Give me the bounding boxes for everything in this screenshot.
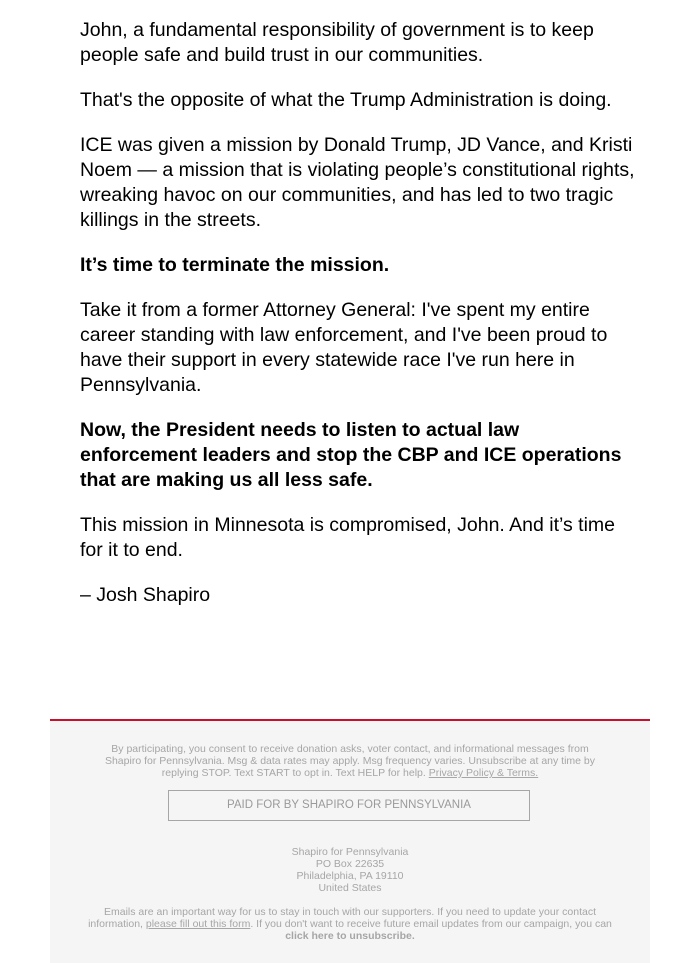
- paragraph-attorney-general: Take it from a former Attorney General: I've spent my entire career standing with law enforcement, and I've been proud to have their support in every statewide race I've run here in Pennsylvania.: [80, 299, 608, 396]
- email-body: [80, 18, 640, 628]
- emails-text-1: Emails are an important way for us to stay in touch with our supporters. If you need to update your contact information,: [88, 906, 596, 930]
- paragraph-president: Now, the President needs to listen to actual law enforcement leaders and stop the CBP and ICE operations that are making us all less safe.: [80, 419, 622, 491]
- consent-text: By participating, you consent to receive donation asks, voter contact, and informational messages from Shapiro for Pennsylvania. Msg & data rates may apply. Msg frequency varies. Unsubscribe at any time by replying STOP. Text START to opt in. Text HELP for help.: [104, 743, 596, 779]
- mailing-address: [50, 846, 650, 894]
- address-country: United States: [318, 882, 382, 894]
- paragraph-opposite: That's the opposite of what the Trump Administration is doing.: [80, 89, 612, 111]
- consent-disclaimer: [92, 743, 608, 779]
- address-city: Philadelphia, PA 19110: [296, 870, 404, 882]
- email-footer: [50, 719, 650, 963]
- paragraph-terminate: It’s time to terminate the mission.: [80, 254, 390, 276]
- paragraph-minnesota: This mission in Minnesota is compromised, John. And it’s time for it to end.: [80, 514, 616, 561]
- paid-for-disclaimer: PAID FOR BY SHAPIRO FOR PENNSYLVANIA: [168, 790, 530, 821]
- update-contact-form-link[interactable]: please fill out this form: [145, 918, 251, 930]
- emails-text-2: . If you don't want to receive future email updates from our campaign, you can: [250, 918, 612, 930]
- paragraph-ice-mission: ICE was given a mission by Donald Trump, JD Vance, and Kristi Noem — a mission that is violating people’s constitutional rights, wreaking havoc on our communities, and has led to two tragic killings in the streets.: [80, 134, 635, 231]
- address-po-box: PO Box 22635: [315, 858, 385, 870]
- address-name: Shapiro for Pennsylvania: [291, 846, 409, 858]
- unsubscribe-link[interactable]: click here to unsubscribe.: [285, 930, 415, 942]
- privacy-policy-link[interactable]: Privacy Policy & Terms.: [428, 767, 539, 779]
- emails-note: [86, 906, 614, 942]
- paragraph-intro: John, a fundamental responsibility of government is to keep people safe and build trust in our communities.: [80, 19, 594, 66]
- signature: – Josh Shapiro: [80, 584, 211, 606]
